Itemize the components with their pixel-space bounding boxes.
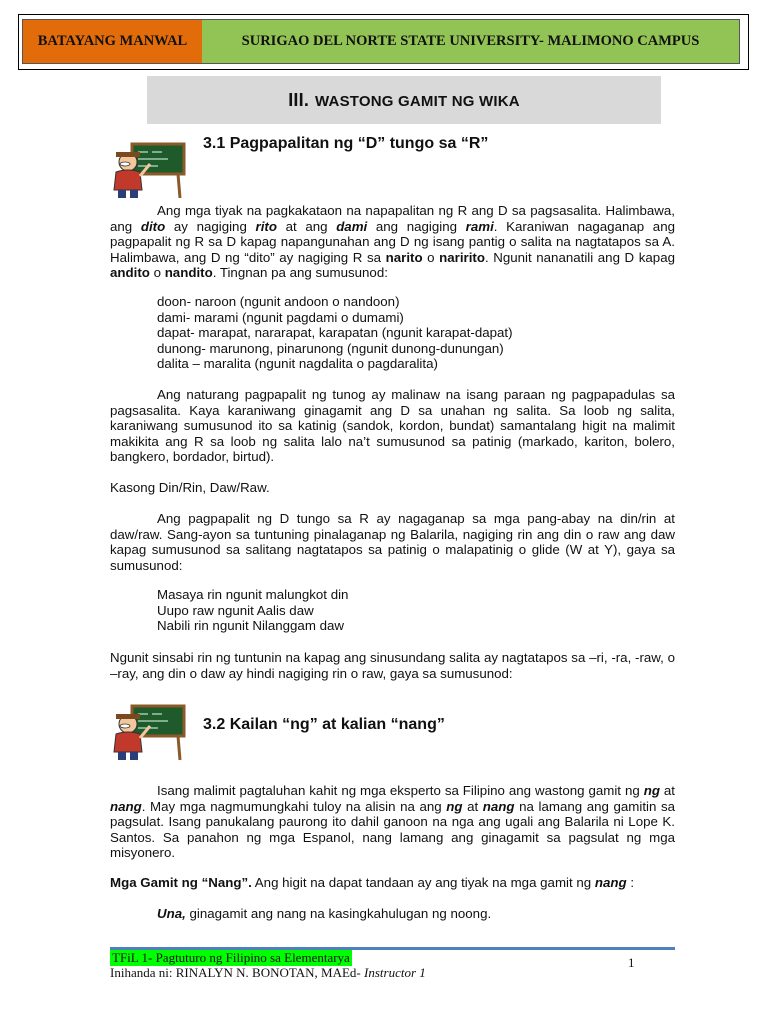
paragraph-una: Una, ginagamit ang nang na kasingkahulugan ng noong. <box>157 906 492 921</box>
teacher-chalkboard-icon <box>108 704 188 764</box>
example-list-d-r <box>157 294 513 372</box>
paragraph-d-to-r-intro: Ang mga tiyak na pagkakataon na napapalitan ng R ang D sa pagsasalita. Halimbawa, ang dito ay nagiging rito at ang dami ang nagiging rami. Karaniwan nagaganap ang pagpapalit ng R sa D kapag napangunahan ang D ng isang pantig o salita na nagtatapos sa A. Halimbawa, ang D ng “dito” ay nagiging R sa narito o naririto. Ngunit nananatili ang D kapag andito o nandito. Tingnan pa ang sumusunod: <box>110 203 675 281</box>
list-item: dunong- marunong, pinarunong (ngunit dunong-dunungan) <box>157 340 504 356</box>
section-title-box <box>147 76 661 124</box>
footer-course-title: TFiL 1- Pagtuturo ng Filipino sa Elementarya <box>112 950 350 965</box>
paragraph-mga-gamit-nang: Mga Gamit ng “Nang”. Ang higit na dapat tandaan ay ang tiyak na mga gamit ng nang : <box>110 875 635 890</box>
list-item: Masaya rin ngunit malungkot din <box>157 587 349 602</box>
list-item: Uupo raw ngunit Aalis daw <box>157 602 314 618</box>
header-manual-label: BATAYANG MANWAL <box>23 20 202 63</box>
section-title-text: WASTONG GAMIT NG WIKA <box>315 92 520 110</box>
paragraph-sound-change: Ang naturang pagpapalit ng tunog ay malinaw na isang paraan ng pagpapadulas sa pagsasalita. Kaya karaniwang ginagamit ang D sa unahan ng salita. Sa loob ng salita, karaniwang sumusunod ito sa katinig (sandok, kordon, bundat) samantalang higit na malimit makikita ang R sa loob ng salita lalo na’t sumusunod sa patinig (markado, kariton, bolero, bangkero, bordador, birtud). <box>110 387 675 465</box>
subsection-heading-3-1: 3.1 Pagpapalitan ng “D” tungo sa “R” <box>203 135 489 152</box>
header-university-name: SURIGAO DEL NORTE STATE UNIVERSITY- MALIMONO CAMPUS <box>202 20 739 63</box>
list-item: Nabili rin ngunit Nilanggam daw <box>157 618 344 634</box>
case-heading-din-rin: Kasong Din/Rin, Daw/Raw. <box>110 480 270 495</box>
document-header <box>22 19 740 64</box>
paragraph-rule-exception: Ngunit sinsabi rin ng tuntunin na kapag ang sinusundang salita ay nagtatapos sa –ri, -ra, -raw, o –ray, ang din o daw ay hindi nagiging rin o raw, gaya sa sumusunod: <box>110 650 675 681</box>
list-item: doon- naroon (ngunit andoon o nandoon) <box>157 294 400 309</box>
paragraph-ng-nang-intro: Isang malimit pagtaluhan kahit ng mga eksperto sa Filipino ang wastong gamit ng ng at nang. May mga nagmumungkahi tuloy na alisin na ang ng at nang na lamang ang gamitin sa pagsulat. Isang panukalang paurong ito dahil ganoon na nga ang ugali ang Balarila ni Lope K. Santos. Sa panahon ng mga Espanol, nang lamang ang ginagamit sa pagsulat ng mga misyonero. <box>110 783 675 861</box>
subsection-heading-3-2: 3.2 Kailan “ng” at kalian “nang” <box>203 716 445 733</box>
section-number: III. <box>288 89 310 110</box>
paragraph-din-rin-rule: Ang pagpapalit ng D tungo sa R ay nagaganap sa mga pang-abay na din/rin at daw/raw. Sang-ayon sa tuntuning pinalaganap ng Balarila, nagiging rin ang din o raw ang daw kapag sumusunod sa salitang nagtatapos sa patinig o malapatinig o glide (W at Y), gaya sa sumusunod: <box>110 511 675 573</box>
section-title <box>288 90 520 111</box>
list-item: dami- marami (ngunit pagdami o dumami) <box>157 309 404 325</box>
page-number: 1 <box>628 955 635 970</box>
list-item: dapat- marapat, nararapat, karapatan (ngunit karapat-dapat) <box>157 325 513 341</box>
list-item: dalita – maralita (ngunit nagdalita o pagdaralita) <box>157 356 438 372</box>
teacher-chalkboard-icon <box>108 142 188 202</box>
footer-prepared-by: Inihanda ni: RINALYN N. BONOTAN, MAEd- Instructor 1 <box>110 965 426 980</box>
example-list-din-rin <box>157 587 348 634</box>
